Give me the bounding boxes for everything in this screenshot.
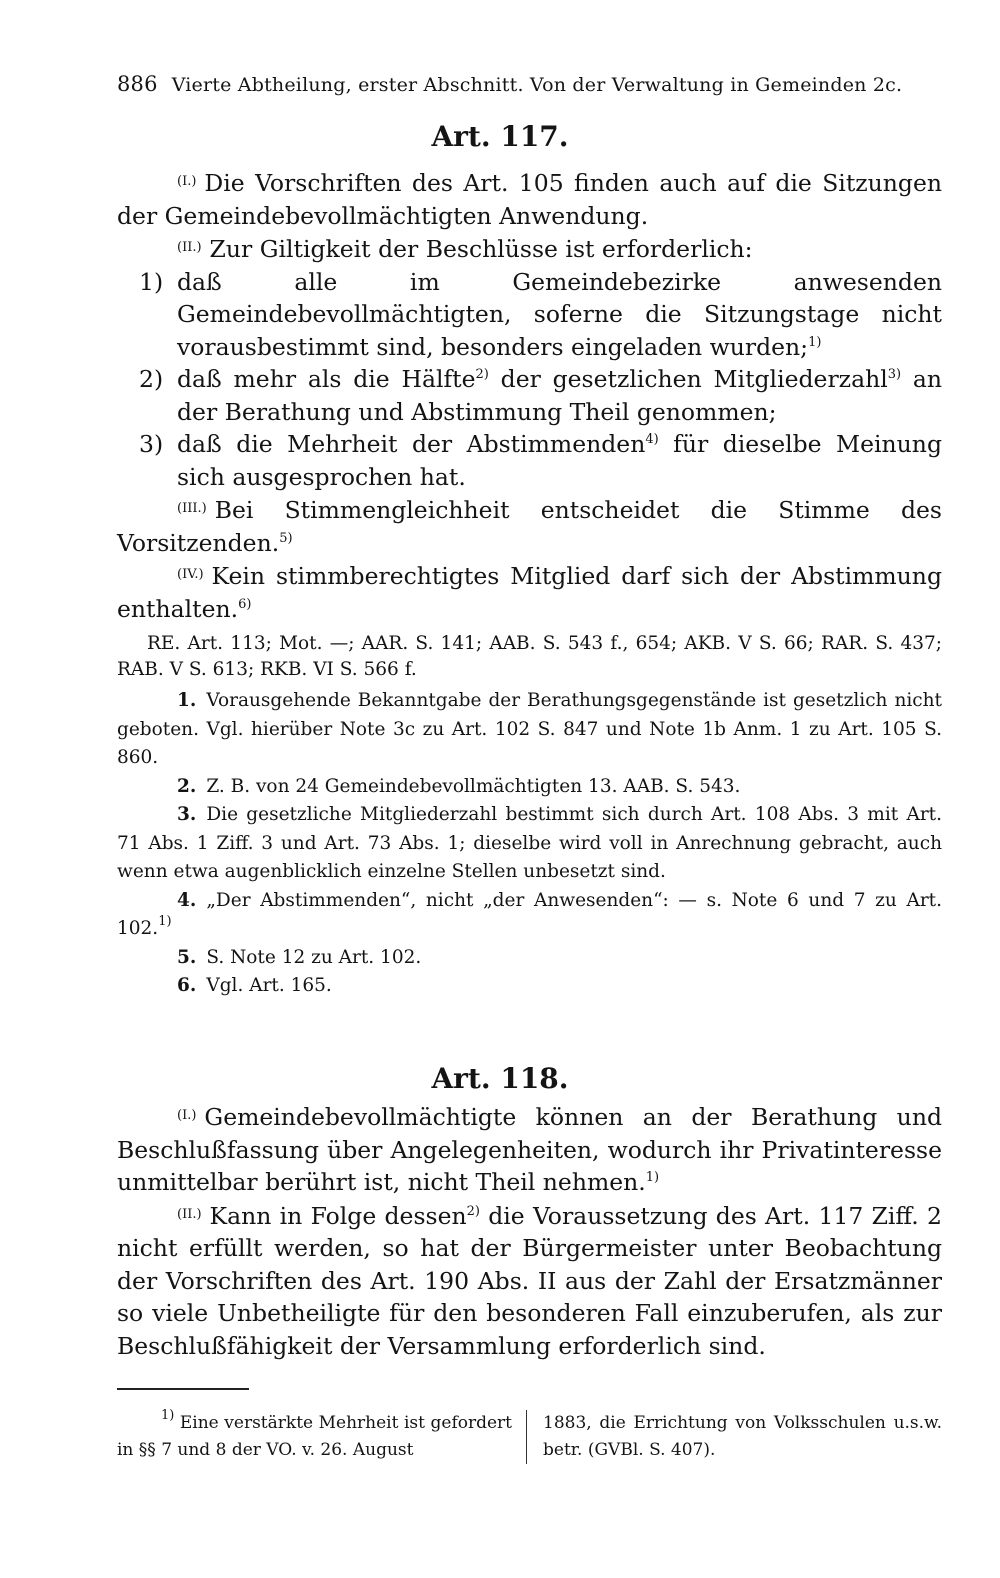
note-number: 2. bbox=[177, 775, 197, 797]
article-117-heading: Art. 117. bbox=[431, 120, 569, 153]
paragraph-text: Die Vorschriften des Art. 105 finden auch auf die Sitzungen der Gemeindebevollmächtigten Anwendung. bbox=[117, 169, 942, 230]
note-number: 4. bbox=[177, 889, 197, 911]
list-number: 3) bbox=[139, 430, 164, 458]
list-item bbox=[117, 363, 942, 428]
list-text: daß mehr als die Hälfte bbox=[177, 365, 476, 393]
art117-paragraph-4 bbox=[117, 559, 942, 625]
footnote-ref: 5) bbox=[279, 530, 293, 546]
commentary-note bbox=[117, 972, 942, 1001]
art117-conditions-list bbox=[117, 266, 942, 494]
note-number: 1. bbox=[177, 690, 197, 711]
note-text: S. Note 12 zu Art. 102. bbox=[206, 946, 422, 968]
paragraph-marker: (III.) bbox=[177, 501, 207, 516]
running-head bbox=[117, 72, 907, 96]
paragraph-marker: (I.) bbox=[177, 1108, 197, 1123]
article-117-body bbox=[117, 166, 942, 1001]
footnote-ref: 3) bbox=[887, 367, 902, 382]
note-number: 5. bbox=[177, 946, 197, 968]
note-text: Z. B. von 24 Gemeindebevollmächtigten 13. AAB. S. 543. bbox=[206, 775, 741, 797]
running-head-title: Vierte Abtheilung, erster Abschnitt. Von der Verwaltung in Gemeinden 2c. bbox=[171, 74, 903, 96]
footnote-ref: 1) bbox=[808, 334, 822, 350]
note-text: Die gesetzliche Mitgliederzahl bestimmt sich durch Art. 108 Abs. 3 mit Art. 71 Abs. 1 Ziff. 3 und Art. 73 Abs. 1; dieselbe wird voll in Anrechnung gebracht, auch wenn etwa augenblicklich einzelne Stellen unbesetzt sind. bbox=[117, 804, 942, 882]
footnote-column-right: 1883, die Errichtung von Volksschulen u.s.w. betr. (GVBl. S. 407). bbox=[526, 1410, 942, 1464]
note-text: Vorausgehende Bekanntgabe der Berathungsgegenstände ist gesetzlich nicht geboten. Vgl. hierüber Note 3c zu Art. 102 S. 847 und Note 1b Anm. 1 zu Art. 105 S. 860. bbox=[117, 690, 942, 768]
footnotes bbox=[117, 1410, 942, 1464]
list-item bbox=[117, 428, 942, 493]
note-text: Vgl. Art. 165. bbox=[206, 975, 332, 996]
art117-paragraph-1 bbox=[117, 166, 942, 232]
list-text: daß die Mehrheit der Abstimmenden bbox=[177, 430, 646, 458]
footnote-ref: 2) bbox=[466, 1203, 480, 1219]
footnote-divider bbox=[117, 1388, 249, 1390]
note-text: „Der Abstimmenden“, nicht „der Anwesenden“: — s. Note 6 und 7 zu Art. 102. bbox=[117, 889, 942, 939]
paragraph-marker: (IV.) bbox=[177, 567, 204, 582]
paragraph-text: Bei Stimmengleichheit entscheidet die Stimme des Vorsitzenden. bbox=[117, 496, 942, 557]
paragraph-marker: (II.) bbox=[177, 1206, 202, 1222]
list-text: der gesetzlichen Mitgliederzahl bbox=[488, 365, 888, 393]
paragraph-text: Zur Giltigkeit der Beschlüsse ist erforderlich: bbox=[209, 235, 753, 263]
art117-paragraph-2 bbox=[117, 232, 942, 266]
paragraph-text: die Voraussetzung des Art. 117 Ziff. 2 nicht erfüllt werden, so hat der Bürgermeister unter Beobachtung der Vorschriften des Art. 190 Abs. II aus der Zahl der Ersatzmänner so viele Unbetheiligte für den besonderen Fall einzuberufen, als zur Beschlußfähigkeit der Versammlung erforderlich sind. bbox=[117, 1201, 942, 1360]
art117-paragraph-3 bbox=[117, 493, 942, 559]
footnote-ref: 6) bbox=[238, 596, 252, 612]
paragraph-marker: (II.) bbox=[177, 240, 202, 255]
paragraph-text: Kein stimmberechtigtes Mitglied darf sich der Abstimmung enthalten. bbox=[117, 562, 942, 623]
paragraph-text: Kann in Folge dessen bbox=[209, 1201, 467, 1230]
art118-paragraph-1 bbox=[117, 1100, 942, 1199]
footnote-ref: 1) bbox=[158, 914, 172, 929]
commentary-note bbox=[117, 687, 942, 773]
list-number: 2) bbox=[139, 365, 164, 393]
footnote-ref: 4) bbox=[645, 432, 659, 447]
art118-paragraph-2 bbox=[117, 1199, 942, 1363]
commentary-note bbox=[117, 887, 942, 944]
note-number: 6. bbox=[177, 975, 197, 996]
footnote-ref: 2) bbox=[475, 367, 489, 382]
list-number: 1) bbox=[139, 267, 164, 296]
commentary-note bbox=[117, 801, 942, 887]
list-item bbox=[117, 266, 942, 364]
page-number: 886 bbox=[117, 72, 158, 96]
footnote-text: Eine verstärkte Mehrheit ist gefordert in §§ 7 und 8 der VO. v. 26. August bbox=[117, 1413, 512, 1460]
references: RE. Art. 113; Mot. —; AAR. S. 141; AAB. S. 543 f., 654; AKB. V S. 66; RAR. S. 437; RAB. V S. 613; RKB. VI S. 566 f. bbox=[117, 633, 942, 680]
list-text: an der Berathung und Abstimmung Theil genommen; bbox=[177, 365, 942, 426]
list-text: daß alle im Gemeindebezirke anwesenden Gemeindebevollmächtigten, soferne die Sitzungstage nicht vorausbestimmt sind, besonders eingeladen wurden; bbox=[177, 267, 942, 361]
list-text: für dieselbe Meinung sich ausgesprochen hat. bbox=[177, 430, 942, 491]
article-118-body bbox=[117, 1100, 942, 1362]
note-number: 3. bbox=[177, 804, 197, 825]
paragraph-text: Gemeindebevollmächtigte können an der Berathung und Beschlußfassung über Angelegenheiten, wodurch ihr Privatinteresse unmittelbar berührt ist, nicht Theil nehmen. bbox=[117, 1103, 942, 1196]
commentary-note bbox=[117, 944, 942, 973]
article-118-heading: Art. 118. bbox=[431, 1062, 569, 1095]
footnote-ref: 1) bbox=[645, 1170, 660, 1185]
footnote-column-left bbox=[117, 1410, 526, 1464]
paragraph-marker: (I.) bbox=[177, 174, 197, 189]
commentary-note bbox=[117, 773, 942, 802]
footnote-marker: 1) bbox=[161, 1408, 175, 1423]
